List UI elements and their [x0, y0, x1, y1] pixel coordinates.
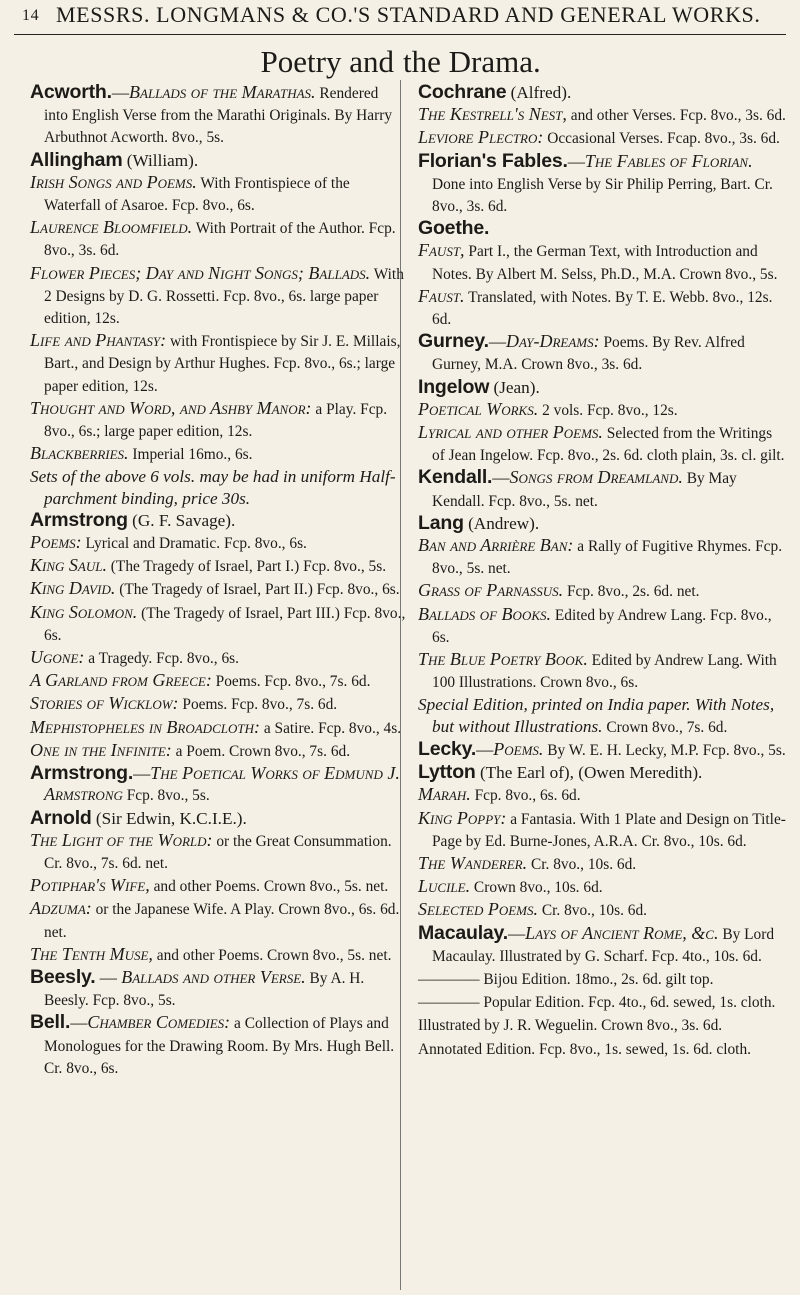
entry-detail: a Tragedy. Fcp. 8vo., 6s.	[84, 650, 240, 668]
catalogue-entry	[418, 784, 786, 806]
entry-title: Flower Pieces; Day and Night Songs; Ballads.	[30, 262, 371, 283]
catalogue-entry	[30, 830, 406, 874]
left-column	[30, 82, 406, 1080]
entry-title: King Poppy:	[418, 807, 507, 828]
entry-detail: ———— Bijou Edition. 18mo., 2s. 6d. gilt top.	[418, 970, 714, 988]
entry-detail: 2 vols. Fcp. 8vo., 12s.	[538, 401, 678, 419]
entry-author: Lecky.	[418, 737, 477, 760]
entry-title: Leviore Plectro:	[418, 127, 544, 148]
entry-detail: With 2 Designs by D. G. Rossetti. Fcp. 8vo., 6s. large paper edition, 12s.	[44, 265, 404, 328]
entry-title: Thought and Word, and Ashby Manor:	[30, 397, 312, 418]
entry-detail: Imperial 16mo., 6s.	[128, 446, 253, 464]
catalogue-entry	[418, 604, 786, 648]
entry-author: Arnold	[30, 806, 92, 829]
entry-title: Ugone:	[30, 647, 85, 668]
entry-detail: and other Poems. Crown 8vo., 5s. net.	[149, 878, 389, 896]
catalogue-entry	[418, 580, 786, 602]
entry-title: Day-Dreams:	[506, 331, 600, 352]
entry-detail: Selected from the Writings of Jean Ingelow. Fcp. 8vo., 2s. 6d. cloth plain, 3s. cl. gilt.	[432, 425, 785, 465]
catalogue-entry	[418, 991, 786, 1013]
catalogue-entry	[418, 535, 786, 579]
entry-title: Blackberries.	[30, 443, 129, 464]
entry-detail: Occasional Verses. Fcap. 8vo., 3s. 6d.	[543, 130, 780, 148]
entry-title: Mephistopheles in Broadcloth:	[30, 716, 260, 737]
entry-title: Lyrical and other Poems.	[418, 422, 603, 443]
catalogue-entry	[418, 968, 786, 990]
entry-detail: Fcp. 8vo., 5s.	[122, 787, 210, 805]
section-title-left: Poetry and	[260, 44, 394, 79]
catalogue-entry	[30, 82, 406, 149]
entry-author: Gurney.	[418, 330, 489, 353]
entry-author: Bell.	[30, 1011, 71, 1034]
entry-detail: and other Verses. Fcp. 8vo., 3s. 6d.	[566, 107, 786, 125]
entry-title: Selected Poems.	[418, 899, 538, 920]
entry-detail: Rendered into English Verse from the Marathi Originals. By Harry Arbuthnot Acworth. 8vo., 5s.	[44, 85, 393, 147]
entry-detail: By W. E. H. Lecky, M.P. Fcp. 8vo., 5s.	[543, 741, 786, 759]
entry-title: Grass of Parnassus.	[418, 580, 564, 601]
entry-author-suffix: —	[507, 923, 526, 943]
entry-title: A Garland from Greece:	[30, 670, 212, 691]
catalogue-entry	[30, 217, 406, 261]
entry-detail: By May Kendall. Fcp. 8vo., 5s. net.	[432, 470, 737, 510]
catalogue-entry	[30, 875, 406, 897]
entry-detail: (The Tragedy of Israel, Part II.) Fcp. 8vo., 6s.	[115, 581, 400, 599]
entry-author: Allingham	[30, 148, 123, 171]
entry-author-suffix: —	[476, 739, 494, 759]
catalogue-entry	[30, 944, 406, 966]
catalogue-entry	[418, 923, 786, 967]
entry-author-suffix: —	[70, 1013, 88, 1033]
entry-note: Special Edition, printed on India paper. With Notes, but without Illustrations.	[418, 695, 775, 736]
entry-detail: Lyrical and Dramatic. Fcp. 8vo., 6s.	[81, 535, 307, 553]
catalogue-entry	[30, 172, 406, 216]
entry-author-suffix: —	[111, 83, 130, 102]
catalogue-entry	[30, 602, 406, 646]
entry-detail: With Portrait of the Author. Fcp. 8vo., 3s. 6d.	[44, 220, 396, 260]
entry-title: King Saul.	[30, 555, 107, 576]
entry-author-suffix: (Andrew).	[463, 513, 540, 533]
entry-title: Ballads of the Marathas.	[129, 82, 316, 102]
entry-title: Lucile.	[418, 876, 471, 897]
entry-title: Faust.	[418, 285, 465, 306]
catalogue-entry	[418, 377, 786, 398]
section-title-right: the Drama.	[403, 44, 541, 79]
entry-detail: Edited by Andrew Lang. With 100 Illustrations. Crown 8vo., 6s.	[432, 652, 777, 692]
catalogue-entry	[418, 808, 786, 852]
entry-title: Ballads and other Verse.	[121, 966, 306, 987]
catalogue-entry	[30, 510, 406, 531]
entry-author-suffix: (William).	[122, 150, 199, 170]
entry-author-suffix: —	[492, 468, 510, 488]
entry-author: Ingelow	[418, 375, 490, 398]
running-head	[22, 2, 782, 32]
catalogue-entry	[30, 466, 406, 508]
entry-author: Macaulay.	[418, 921, 508, 944]
entry-author-suffix: —	[95, 967, 122, 987]
entry-detail: (The Tragedy of Israel, Part III.) Fcp. 8vo., 6s.	[44, 604, 406, 644]
catalogue-entry	[30, 330, 406, 397]
entry-title: Lays of Ancient Rome, &c.	[525, 922, 719, 943]
entry-author-suffix: (Jean).	[489, 377, 540, 397]
header-rule	[14, 34, 786, 35]
catalogue-entry	[418, 513, 786, 534]
catalogue-entry	[418, 1038, 786, 1060]
entry-detail: (The Tragedy of Israel, Part I.) Fcp. 8vo., 5s.	[106, 558, 387, 576]
entry-detail: Crown 8vo., 7s. 6d.	[602, 718, 728, 736]
entry-detail: Cr. 8vo., 10s. 6d.	[527, 855, 637, 873]
catalogue-entry	[418, 218, 786, 239]
entry-detail: Annotated Edition. Fcp. 8vo., 1s. sewed, 1s. 6d. cloth.	[418, 1040, 752, 1058]
entry-detail: Illustrated by J. R. Weguelin. Crown 8vo., 3s. 6d.	[418, 1017, 723, 1035]
entry-author: Lytton	[418, 761, 476, 784]
catalogue-entry	[30, 398, 406, 442]
entry-title: Laurence Bloomfield.	[30, 217, 193, 238]
entry-detail: or the Great Consummation. Cr. 8vo., 7s. 6d. net.	[44, 832, 392, 872]
entry-detail: By Lord Macaulay. Illustrated by G. Scharf. Fcp. 4to., 10s. 6d.	[432, 925, 775, 965]
entry-title: The Tenth Muse,	[30, 943, 153, 964]
catalogue-entry	[30, 555, 406, 577]
catalogue-entry	[418, 399, 786, 421]
catalogue-entry	[418, 739, 786, 761]
entry-detail: or the Japanese Wife. A Play. Crown 8vo., 6s. 6d. net.	[44, 901, 400, 941]
page-number: 14	[22, 7, 40, 24]
entry-author: Florian's Fables.	[418, 149, 568, 172]
entry-title: The Fables of Florian.	[584, 150, 753, 171]
entry-title: Poems.	[493, 738, 544, 759]
entry-title: The Light of the World:	[30, 829, 213, 850]
entry-detail: Cr. 8vo., 10s. 6d.	[538, 902, 648, 920]
catalogue-entry	[418, 853, 786, 875]
entry-author: Acworth.	[30, 81, 112, 103]
entry-title: Chamber Comedies:	[87, 1012, 231, 1033]
entry-author: Armstrong	[30, 508, 128, 531]
catalogue-entry	[418, 240, 786, 284]
entry-detail: a Poem. Crown 8vo., 7s. 6d.	[171, 742, 351, 760]
entry-detail: a Collection of Plays and Monologues for the Drawing Room. By Mrs. Hugh Bell. Cr. 8vo., 6s.	[44, 1015, 395, 1077]
entry-detail: a Satire. Fcp. 8vo., 4s.	[259, 719, 402, 737]
entry-detail: Edited by Andrew Lang. Fcp. 8vo., 6s.	[432, 606, 772, 646]
catalogue-entry	[30, 263, 406, 330]
entry-author: Armstrong.	[30, 762, 134, 785]
entry-detail: Crown 8vo., 10s. 6d.	[470, 879, 603, 897]
catalogue-entry	[418, 104, 786, 126]
entry-detail: Fcp. 8vo., 2s. 6d. net.	[563, 583, 700, 601]
catalogue-entry	[418, 762, 786, 783]
catalogue-entry	[30, 967, 406, 1011]
catalogue-entry	[418, 331, 786, 375]
running-head-title: MESSRS. LONGMANS & CO.'S STANDARD AND GENERAL WORKS.	[56, 2, 761, 27]
entry-title: Ban and Arrière Ban:	[418, 535, 574, 556]
catalogue-entry	[30, 532, 406, 554]
entry-author: Beesly.	[30, 965, 96, 988]
catalogue-entry	[30, 443, 406, 465]
entry-detail: By A. H. Beesly. Fcp. 8vo., 5s.	[44, 969, 365, 1010]
entry-title: Poetical Works.	[418, 398, 539, 419]
catalogue-entry	[418, 1014, 786, 1036]
entry-title: One in the Infinite:	[30, 739, 172, 760]
entry-detail: Translated, with Notes. By T. E. Webb. 8vo., 12s. 6d.	[432, 288, 773, 329]
catalogue-entry	[418, 151, 786, 218]
entry-note: Sets of the above 6 vols. may be had in uniform Half-parchment binding, price 30s.	[30, 467, 396, 508]
entry-detail: ———— Popular Edition. Fcp. 4to., 6d. sewed, 1s. cloth.	[418, 994, 776, 1012]
catalogue-entry	[418, 127, 786, 149]
catalogue-entry	[418, 649, 786, 693]
catalogue-entry	[418, 422, 786, 466]
entry-title: Irish Songs and Poems.	[30, 171, 197, 192]
entry-author-suffix: (The Earl of), (Owen Meredith).	[475, 763, 703, 783]
catalogue-entry	[30, 647, 406, 669]
entry-title: Marah.	[418, 784, 471, 805]
entry-title: The Blue Poetry Book.	[418, 649, 588, 670]
catalogue-entry	[30, 898, 406, 942]
entry-title: The Poetical Works of Edmund J. Armstrong	[44, 763, 400, 805]
entry-author-suffix: (Alfred).	[506, 83, 572, 102]
entry-author-suffix: —	[567, 151, 585, 171]
catalogue-entry	[30, 717, 406, 739]
entry-detail: Poems. Fcp. 8vo., 7s. 6d.	[178, 696, 338, 714]
entry-detail: Poems. By Rev. Alfred Gurney, M.A. Crown 8vo., 3s. 6d.	[432, 334, 745, 374]
entry-title: King Solomon.	[30, 601, 138, 622]
entry-detail: With Frontispiece of the Waterfall of Asaroe. Fcp. 8vo., 6s.	[44, 174, 350, 215]
entry-author-suffix: —	[488, 332, 507, 352]
entry-title: Ballads of Books.	[418, 603, 551, 624]
entry-title: Faust,	[418, 240, 465, 261]
entry-author-suffix: (G. F. Savage).	[127, 510, 236, 530]
entry-detail: a Rally of Fugitive Rhymes. Fcp. 8vo., 5s. net.	[432, 538, 783, 578]
catalogue-entry	[418, 286, 786, 330]
entry-title: Poems:	[30, 532, 82, 553]
catalogue-entry	[30, 693, 406, 715]
catalogue-entry	[418, 899, 786, 921]
catalogue-entry	[30, 763, 406, 806]
entry-author: Lang	[418, 511, 464, 534]
entry-title: Potiphar's Wife,	[30, 875, 150, 896]
entry-title: The Wanderer.	[418, 852, 528, 873]
entry-author: Goethe.	[418, 217, 490, 240]
right-column	[418, 82, 786, 1061]
entry-detail: a Play. Fcp. 8vo., 6s.; large paper edition, 12s.	[44, 400, 388, 441]
catalogue-entry	[30, 578, 406, 600]
entry-author: Cochrane	[418, 81, 507, 103]
catalogue-entry	[30, 150, 406, 171]
entry-detail: a Fantasia. With 1 Plate and Design on Title-Page by Ed. Burne-Jones, A.R.A. Cr. 8vo., 10s. 6d.	[432, 810, 786, 850]
catalogue-entry	[30, 1012, 406, 1079]
catalogue-entry	[30, 670, 406, 692]
catalogue-entry	[418, 467, 786, 511]
entry-detail: with Frontispiece by Sir J. E. Millais, Bart., and Design by Arthur Hughes. Fcp. 8vo., 6s.; large paper edition, 12s.	[44, 333, 401, 395]
entry-author-suffix: (Sir Edwin, K.C.I.E.).	[91, 808, 247, 828]
entry-detail: Part I., the German Text, with Introduction and Notes. By Albert M. Selss, Ph.D., M.A. Crown 8vo., 5s.	[432, 243, 778, 283]
entry-detail: Poems. Fcp. 8vo., 7s. 6d.	[211, 673, 371, 691]
entry-title: Life and Phantasy:	[30, 330, 167, 351]
catalogue-entry	[418, 694, 786, 737]
entry-title: King David.	[30, 578, 116, 599]
entry-detail: Fcp. 8vo., 6s. 6d.	[470, 787, 581, 805]
entry-title: The Kestrell's Nest,	[418, 104, 567, 125]
catalogue-entry	[418, 82, 786, 103]
entry-detail: and other Poems. Crown 8vo., 5s. net.	[152, 946, 392, 964]
catalogue-entry	[418, 876, 786, 898]
entry-author-suffix: —	[133, 764, 151, 784]
catalogue-entry	[30, 740, 406, 762]
entry-detail: Done into English Verse by Sir Philip Perring, Bart. Cr. 8vo., 3s. 6d.	[432, 175, 773, 216]
entry-title: Stories of Wicklow:	[30, 693, 179, 714]
entry-author: Kendall.	[418, 466, 493, 489]
entry-title: Songs from Dreamland.	[509, 467, 683, 488]
catalogue-entry	[30, 808, 406, 829]
entry-title: Adzuma:	[30, 898, 92, 919]
